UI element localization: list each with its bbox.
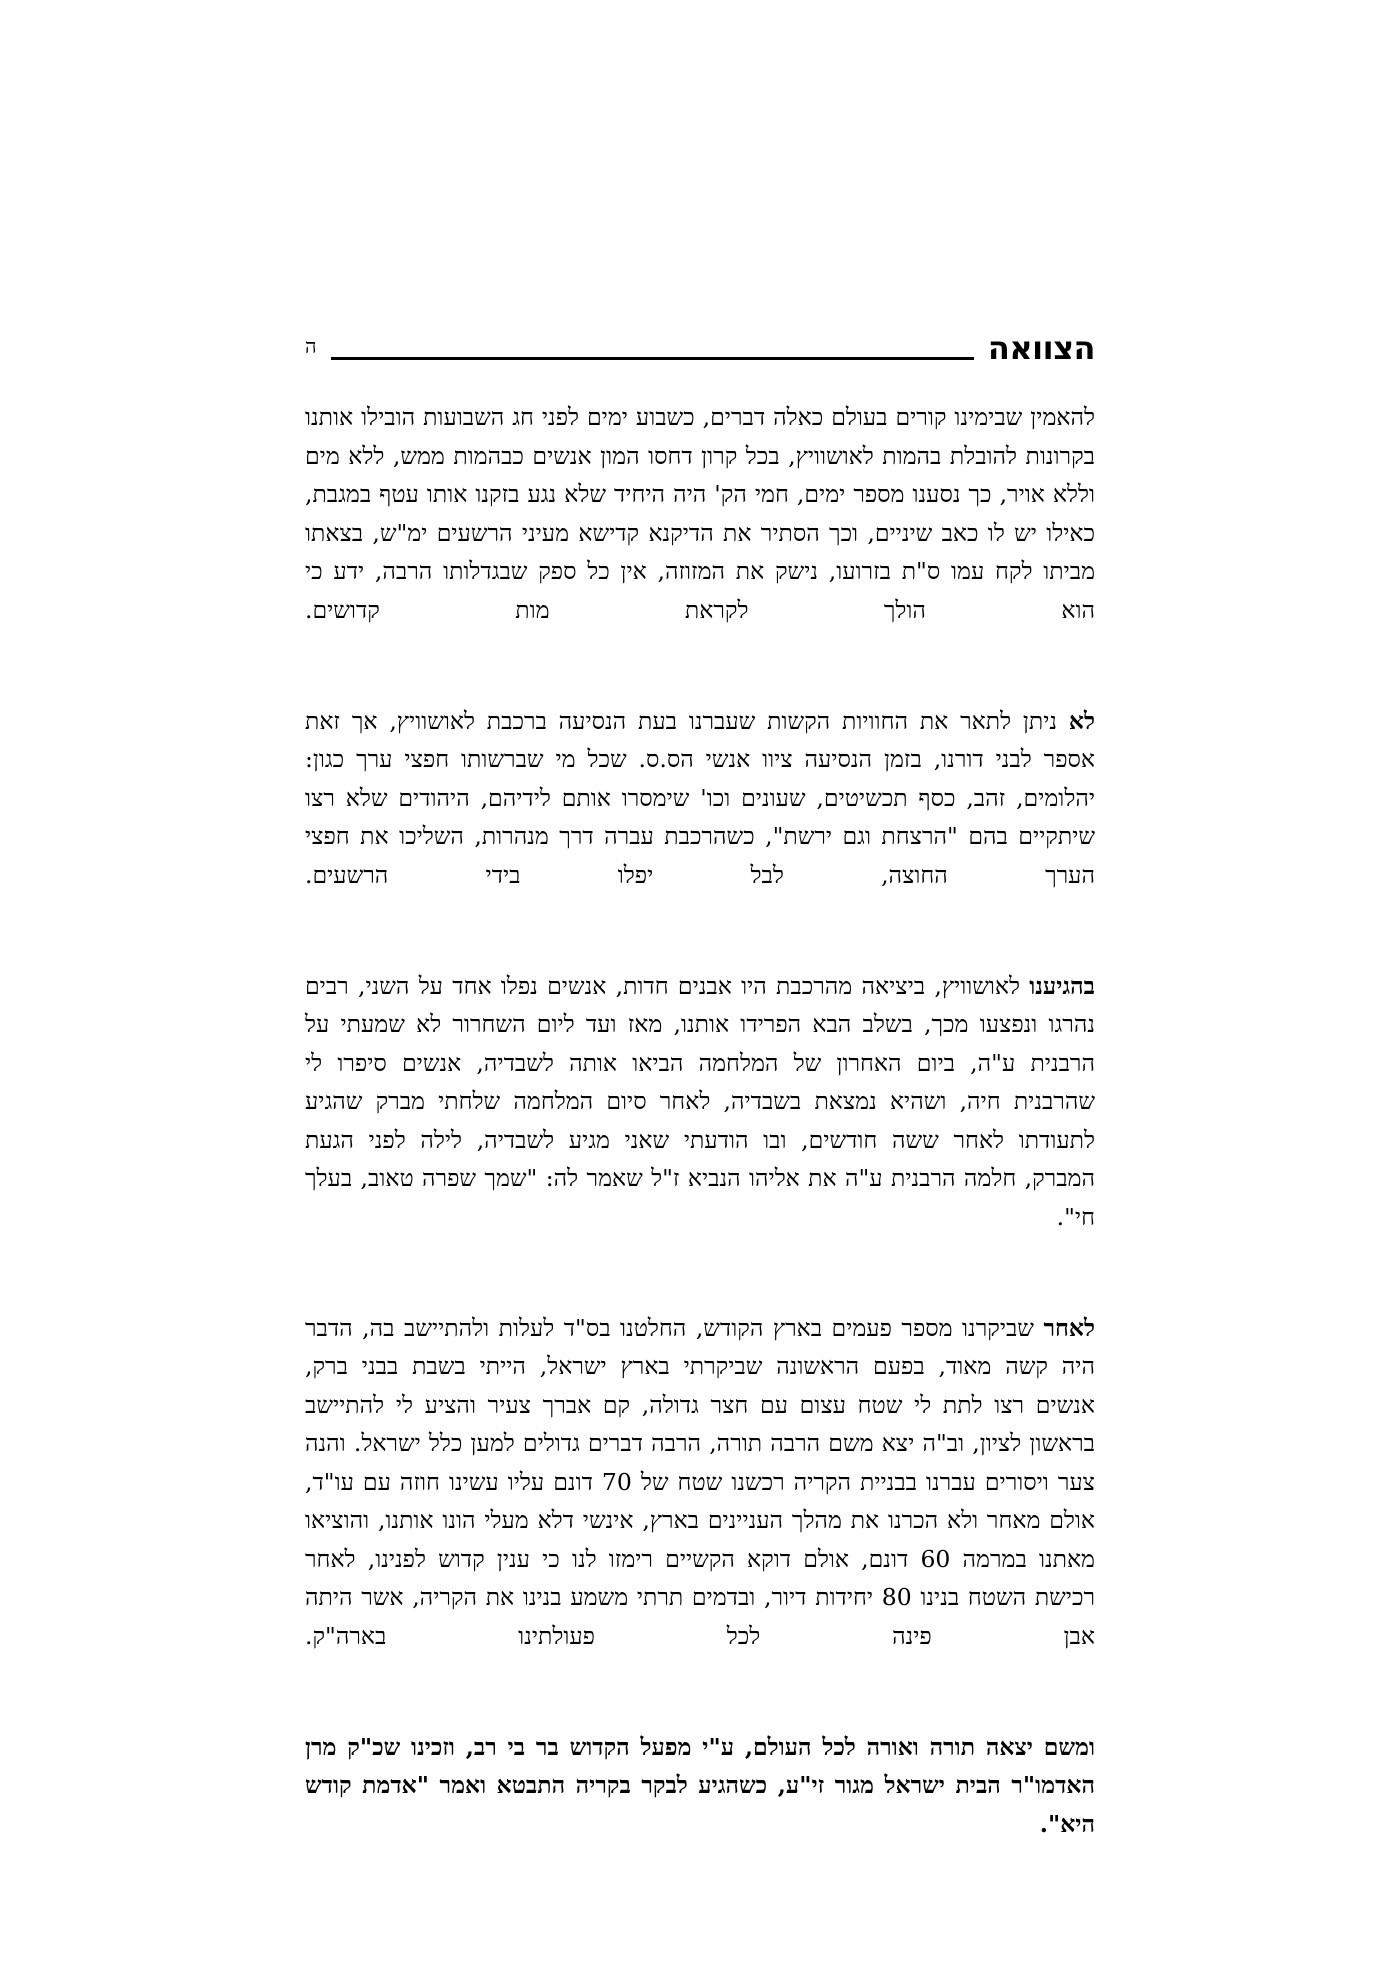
paragraph-2 (305, 702, 1095, 933)
paragraph-5 (305, 1728, 1095, 1882)
paragraph-3 (305, 967, 1095, 1275)
running-head (305, 326, 1095, 372)
paragraph-3-text: לאושוויץ, ביציאה מהרכבת היו אבנים חדות, אנשים נפלו אחד על השני, רבים נהרגו ונפצעו מכך, בשלב הבא הפרידו אותנו, מאז ועד ליום השחרור לא שמעתי על הרבנית ע"ה, ביום האחרון של המלחמה הביאו אותה לשבדיה, אנשים סיפרו לי שהרבנית חיה, ושהיא נמצאת בשבדיה, לאחר סיום המלחמה שלחתי מברק שהגיע לתעודתו לאחר ששה חודשים, ובו הודעתי שאני מגיע לשבדיה, לילה לפני הגעת המברק, חלמה הרבנית ע"ה את אליהו הנביא ז"ל שאמר לה: "שמך שפרה טאוב, בעלך חי". (305, 971, 1095, 1231)
paragraph-3-lead: בהגיענו (1029, 971, 1095, 1000)
paragraph-4 (305, 1309, 1095, 1694)
paragraph-2-lead: לא (1068, 706, 1095, 735)
paragraph-2-text: ניתן לתאר את החוויות הקשות שעברנו בעת הנסיעה ברכבת לאושוויץ, אך זאת אספר לבני דורנו, בזמן הנסיעה ציוו אנשי הס.ס. שכל מי שברשותו חפצי ערך כגון: יהלומים, זהב, כסף תכשיטים, שעונים וכו' שימסרו אותם לידיהם, היהודים שלא רצו שיתקיים בהם "הרצחת וגם ירשת", כשהרכבת עברה דרך מנהרות, השליכו את חפצי הערך החוצה, לבל יפלו בידי הרשעים. (305, 706, 1095, 889)
page-title: הצוואה (987, 329, 1095, 367)
paragraph-1-text: להאמין שבימינו קורים בעולם כאלה דברים, כשבוע ימים לפני חג השבועות הובילו אותנו בקרונות להובלת בהמות לאושוויץ, בכל קרון דחסו המון אנשים כבהמות ממש, ללא מים וללא אויר, כך נסענו מספר ימים, חמי הק' היה היחיד שלא נגע בזקנו אותו עטף במגבת, כאילו יש לו כאב שיניים, וכך הסתיר את הדיקנא קדישא מעיני הרשעים ימ"ש, בצאתו מביתו לקח עמו ס"ת בזרועו, נישק את המזוזה, אין כל ספק שבגדלותו הרבה, ידע כי הוא הולך לקראת מות קדושים. (305, 403, 1095, 624)
body-text (305, 398, 1095, 1882)
paragraph-4-text: שביקרנו מספר פעמים בארץ הקודש, החלטנו בס"ד לעלות ולהתיישב בה, הדבר היה קשה מאוד, בפעם הראשונה שביקרתי בארץ ישראל, הייתי בשבת בבני ברק, אנשים רצו לתת לי שטח עצום עם חצר גדולה, קם אברך צעיר והציע לי להתיישב בראשון לציון, וב"ה יצא משם הרבה תורה, הרבה דברים גדולים למען כלל ישראל. והנה צער ויסורים עברנו בבניית הקריה רכשנו שטח של 70 דונם עליו עשינו חוזה עם עו"ד, אולם מאחר ולא הכרנו את מהלך העניינים בארץ, אינשי דלא מעלי הונו אותנו, והוציאו מאתנו במרמה 60 דונם, אולם דוקא הקשיים רימזו לנו כי ענין קדוש לפנינו, לאחר רכישת השטח בנינו 80 יחידות דיור, ובדמים תרתי משמע בנינו את הקריה, אשר היתה אבן פינה לכל פעולתינו בארה"ק. (305, 1313, 1095, 1650)
header-divider (331, 357, 974, 360)
paragraph-4-lead: לאחר (1043, 1313, 1095, 1342)
paragraph-5-text: ומשם יצאה תורה ואורה לכל העולם, ע"י מפעל הקדוש בר בי רב, וזכינו שכ"ק מרן האדמו"ר הבית ישראל מגור זי"ע, כשהגיע לבקר בקריה התבטא ואמר "אדמת קודש היא". (305, 1732, 1095, 1838)
page-number: ה (305, 334, 317, 358)
paragraph-1 (305, 398, 1095, 668)
